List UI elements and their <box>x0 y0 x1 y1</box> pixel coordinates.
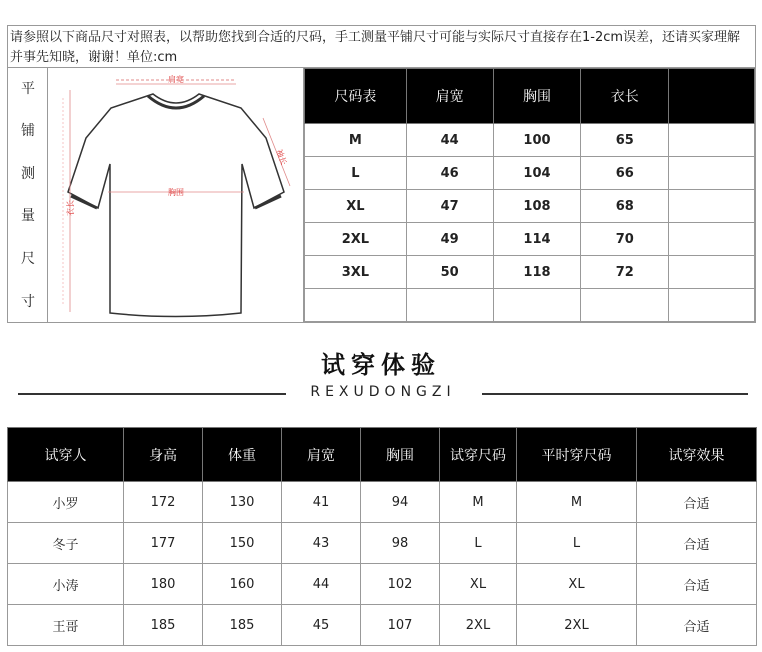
header-cell: 肩宽 <box>282 428 361 482</box>
table-cell: 102 <box>361 564 440 605</box>
table-cell: 114 <box>493 223 581 256</box>
table-cell: 72 <box>581 256 669 289</box>
table-row <box>8 523 757 564</box>
table-cell: 70 <box>581 223 669 256</box>
table-row <box>305 256 755 289</box>
header-cell: 肩宽 <box>406 69 493 124</box>
table-cell <box>493 289 581 322</box>
header-cell: 体重 <box>203 428 282 482</box>
header-cell: 试穿效果 <box>637 428 757 482</box>
trial-table-header <box>8 428 757 482</box>
header-cell: 试穿人 <box>8 428 124 482</box>
table-cell: 185 <box>124 605 203 646</box>
table-cell: 50 <box>406 256 493 289</box>
table-cell: 合适 <box>637 564 757 605</box>
table-cell: L <box>517 523 637 564</box>
table-cell: 150 <box>203 523 282 564</box>
table-cell: 108 <box>493 190 581 223</box>
table-cell: 94 <box>361 482 440 523</box>
table-cell: XL <box>440 564 517 605</box>
table-row <box>305 289 755 322</box>
header-cell <box>669 69 755 124</box>
table-cell: 172 <box>124 482 203 523</box>
table-cell: 冬子 <box>8 523 124 564</box>
side-char: 测 <box>21 166 35 182</box>
table-cell: 118 <box>493 256 581 289</box>
size-chart-section <box>7 25 756 323</box>
table-cell: M <box>517 482 637 523</box>
trial-subheading: REXUDONGZI <box>310 384 456 400</box>
table-cell: 小涛 <box>8 564 124 605</box>
table-cell: 47 <box>406 190 493 223</box>
header-cell: 胸围 <box>493 69 581 124</box>
size-notice: 请参照以下商品尺寸对照表，以帮助您找到合适的尺码，手工测量平铺尺寸可能与实际尺寸直接存在1-2cm误差，还请买家理解并事先知晓，谢谢！单位:cm <box>8 26 755 68</box>
tshirt-measure-illustration <box>48 68 304 323</box>
table-cell <box>581 289 669 322</box>
table-cell: 104 <box>493 157 581 190</box>
table-cell <box>669 157 755 190</box>
table-cell: L <box>305 157 407 190</box>
side-char: 铺 <box>21 123 35 139</box>
table-row <box>305 157 755 190</box>
table-cell: 合适 <box>637 523 757 564</box>
table-cell: 41 <box>282 482 361 523</box>
header-cell: 试穿尺码 <box>440 428 517 482</box>
header-cell: 平时穿尺码 <box>517 428 637 482</box>
table-row <box>8 564 757 605</box>
flat-measure-label <box>8 68 48 323</box>
table-cell: 2XL <box>517 605 637 646</box>
trial-subheading-row <box>18 384 748 404</box>
table-row <box>8 605 757 646</box>
table-cell: 160 <box>203 564 282 605</box>
divider-right <box>482 393 748 395</box>
table-cell <box>669 223 755 256</box>
table-cell: 180 <box>124 564 203 605</box>
table-cell: M <box>305 124 407 157</box>
table-cell: XL <box>305 190 407 223</box>
table-cell: 合适 <box>637 605 757 646</box>
table-cell: 44 <box>282 564 361 605</box>
table-cell: 107 <box>361 605 440 646</box>
table-cell: 98 <box>361 523 440 564</box>
side-char: 平 <box>21 81 35 97</box>
table-cell <box>669 289 755 322</box>
table-cell: 43 <box>282 523 361 564</box>
trial-table <box>7 427 757 646</box>
table-cell <box>305 289 407 322</box>
table-cell: 100 <box>493 124 581 157</box>
table-cell: M <box>440 482 517 523</box>
header-cell: 衣长 <box>581 69 669 124</box>
table-cell <box>406 289 493 322</box>
table-cell: L <box>440 523 517 564</box>
length-label: 衣长 <box>66 200 75 216</box>
table-cell: 小罗 <box>8 482 124 523</box>
side-char: 寸 <box>21 294 35 310</box>
table-cell <box>669 256 755 289</box>
size-table-header <box>305 69 755 124</box>
header-cell: 身高 <box>124 428 203 482</box>
table-cell: 3XL <box>305 256 407 289</box>
table-cell: 65 <box>581 124 669 157</box>
table-cell: 130 <box>203 482 282 523</box>
table-cell <box>669 124 755 157</box>
table-cell: 合适 <box>637 482 757 523</box>
table-cell: 2XL <box>440 605 517 646</box>
chest-label: 胸围 <box>168 188 184 197</box>
table-cell: 68 <box>581 190 669 223</box>
table-cell: 49 <box>406 223 493 256</box>
table-cell: 46 <box>406 157 493 190</box>
table-cell: 66 <box>581 157 669 190</box>
table-cell <box>669 190 755 223</box>
table-cell: XL <box>517 564 637 605</box>
table-cell: 177 <box>124 523 203 564</box>
table-row <box>8 482 757 523</box>
table-cell: 45 <box>282 605 361 646</box>
sleeve-label: 袖长 <box>274 148 289 167</box>
trial-heading: 试穿体验 <box>321 351 441 379</box>
size-table <box>304 68 755 322</box>
table-cell: 2XL <box>305 223 407 256</box>
table-cell: 185 <box>203 605 282 646</box>
table-cell: 44 <box>406 124 493 157</box>
table-cell: 王哥 <box>8 605 124 646</box>
side-char: 量 <box>21 208 35 224</box>
shoulder-label: 肩宽 <box>168 75 184 84</box>
table-row <box>305 190 755 223</box>
table-row <box>305 124 755 157</box>
header-cell: 尺码表 <box>305 69 407 124</box>
header-cell: 胸围 <box>361 428 440 482</box>
tshirt-diagram <box>48 68 304 323</box>
side-char: 尺 <box>21 251 35 267</box>
table-row <box>305 223 755 256</box>
